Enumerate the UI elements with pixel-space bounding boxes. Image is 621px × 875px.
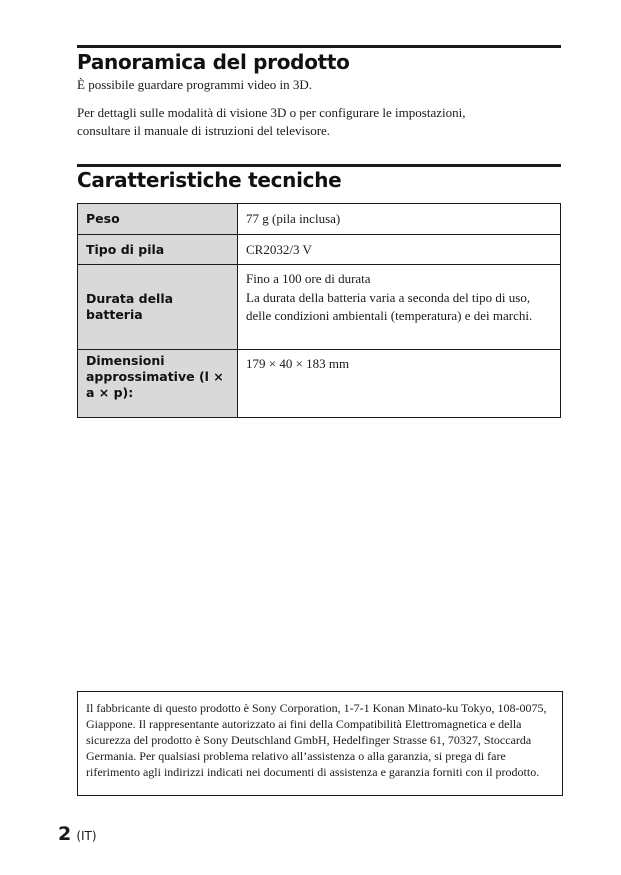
- language-code: (IT): [76, 829, 97, 843]
- overview-title: Panoramica del prodotto: [77, 50, 350, 74]
- page-footer: [58, 823, 97, 845]
- spec-value-line: La durata della batteria varia a seconda del tipo di uso, delle condizioni ambientali (temperatura) e dei marchi.: [246, 290, 533, 323]
- table-row: [78, 265, 561, 350]
- table-row: [78, 350, 561, 418]
- spec-label: Dimensioni approssimative (l × a × p):: [78, 350, 238, 418]
- spec-value: 179 × 40 × 183 mm: [238, 350, 561, 418]
- table-row: [78, 235, 561, 265]
- spec-value: 77 g (pila inclusa): [238, 204, 561, 235]
- spec-label: Tipo di pila: [78, 235, 238, 265]
- page-number: 2: [58, 823, 72, 845]
- section-divider: [77, 164, 561, 167]
- spec-value: CR2032/3 V: [238, 235, 561, 265]
- section-divider: [77, 45, 561, 48]
- specs-table: [77, 203, 561, 418]
- spec-label: Durata della batteria: [78, 265, 238, 350]
- overview-text-1: È possibile guardare programmi video in 3D.: [77, 77, 313, 92]
- table-row: [78, 204, 561, 235]
- spec-value-line: Fino a 100 ore di durata: [246, 271, 371, 286]
- manufacturer-notice: Il fabbricante di questo prodotto è Sony Corporation, 1-7-1 Konan Minato-ku Tokyo, 108-0075, Giappone. Il rappresentante autorizzato ai fini della Compatibilità Elettromagnetica e della sicurezza del prodotto è Sony Deutschland GmbH, Hedelfinger Strasse 61, 70327, Stoccarda Germania. Per qualsiasi problema relativo all’assistenza o alla garanzia, si prega di fare riferimento agli indirizzi indicati nei documenti di assistenza e garanzia forniti con il prodotto.: [77, 691, 563, 796]
- spec-label: Peso: [78, 204, 238, 235]
- overview-text-2: Per dettagli sulle modalità di visione 3D o per configurare le impostazioni, consultare il manuale di istruzioni del televisore.: [77, 105, 466, 138]
- spec-value: [238, 265, 561, 350]
- specs-title: Caratteristiche tecniche: [77, 168, 342, 192]
